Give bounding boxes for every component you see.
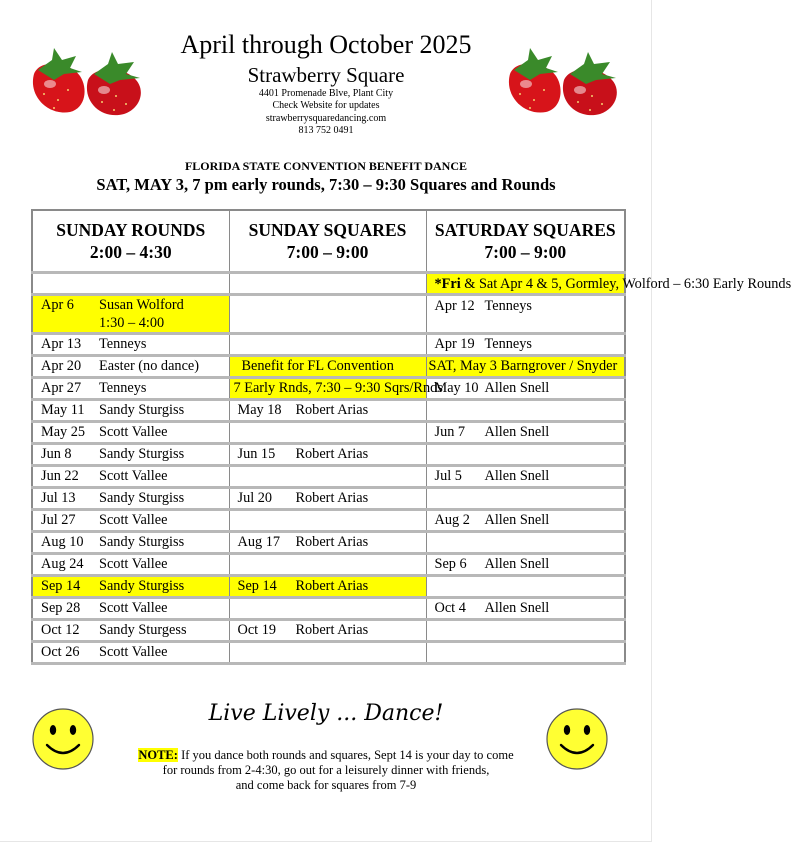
- caller: Allen Snell: [484, 556, 550, 572]
- table-cell: [32, 532, 229, 554]
- table-cell: [229, 532, 426, 554]
- table-row: [32, 554, 625, 576]
- table-cell: [32, 510, 229, 532]
- benefit-heading: FLORIDA STATE CONVENTION BENEFIT DANCE: [184, 159, 468, 173]
- caller: Scott Vallee: [99, 512, 168, 528]
- table-cell: [229, 295, 426, 334]
- col-time: 7:00 – 9:00: [286, 242, 369, 262]
- table-cell: [32, 334, 229, 356]
- date: Jul 20: [237, 490, 273, 506]
- website: strawberrysquaredancing.com: [265, 112, 387, 124]
- table-row: [32, 378, 625, 400]
- date: Aug 2: [434, 512, 470, 528]
- tagline: Live Lively ... Dance!: [208, 701, 444, 726]
- table-cell: [426, 488, 625, 510]
- address: 4401 Promenade Blve, Plant City: [258, 88, 394, 99]
- caller: Scott Vallee: [99, 556, 168, 572]
- col-time: 2:00 – 4:30: [89, 242, 172, 262]
- venue-name: Strawberry Square: [247, 63, 405, 87]
- table-cell: [32, 554, 229, 576]
- caller: Sandy Sturgiss: [99, 490, 185, 506]
- header-sunday-squares: [229, 210, 426, 273]
- convention-right: SAT, May 3 Barngrover / Snyder: [426, 356, 625, 378]
- date: Jul 13: [41, 490, 76, 506]
- caller: Scott Vallee: [99, 600, 168, 616]
- table-row: [32, 444, 625, 466]
- caller: Robert Arias: [295, 490, 369, 506]
- date: Oct 26: [41, 644, 80, 660]
- table-cell: [32, 444, 229, 466]
- caller: Robert Arias: [295, 534, 369, 550]
- date: Jun 8: [41, 446, 72, 462]
- caller: Easter (no dance): [99, 358, 200, 374]
- note-line-3: and come back for squares from 7-9: [235, 778, 417, 792]
- header-sunday-rounds: [32, 210, 229, 273]
- table-cell: [426, 510, 625, 532]
- caller: Robert Arias: [295, 446, 369, 462]
- date: Jun 22: [41, 468, 79, 484]
- time-note: 1:30 – 4:00: [99, 315, 165, 331]
- table-cell: [426, 576, 625, 598]
- table-cell: [426, 334, 625, 356]
- date: Apr 19: [434, 336, 475, 352]
- date: Sep 28: [41, 600, 81, 616]
- caller: Allen Snell: [484, 512, 550, 528]
- table-cell: [426, 598, 625, 620]
- date: May 25: [41, 424, 86, 440]
- table-row: [32, 642, 625, 664]
- table-cell: [32, 356, 229, 378]
- table-row: [32, 334, 625, 356]
- table-cell: [229, 554, 426, 576]
- convention-sub: 7 Early Rnds, 7:30 – 9:30 Sqrs/Rnds: [229, 378, 426, 400]
- table-cell: [229, 576, 426, 598]
- caller: Scott Vallee: [99, 468, 168, 484]
- table-cell: [32, 295, 229, 334]
- date: Apr 12: [434, 298, 475, 314]
- table-cell: [229, 488, 426, 510]
- col-name: SUNDAY SQUARES: [248, 220, 407, 240]
- date: Sep 6: [434, 556, 467, 572]
- date: May 18: [237, 402, 282, 418]
- fri-text: & Sat Apr 4 & 5, Gormley, Wolford – 6:30 Early Rounds: [460, 275, 791, 292]
- table-cell: [426, 466, 625, 488]
- caller: Sandy Sturgiss: [99, 446, 185, 462]
- caller: Sandy Sturgess: [99, 622, 187, 638]
- table-cell: [229, 334, 426, 356]
- table-cell: [32, 620, 229, 642]
- page-title: April through October 2025: [180, 30, 472, 59]
- table-cell: [426, 532, 625, 554]
- date: Aug 24: [41, 556, 84, 572]
- table-row: [32, 273, 625, 295]
- check-website: Check Website for updates: [272, 100, 380, 112]
- date: Jul 27: [41, 512, 76, 528]
- table-cell: [32, 422, 229, 444]
- table-cell: [426, 295, 625, 334]
- table-cell: [426, 400, 625, 422]
- date: Sep 14: [237, 578, 277, 594]
- table-cell: [229, 422, 426, 444]
- table-cell: [32, 642, 229, 664]
- date: Aug 10: [41, 534, 84, 550]
- table-cell: [426, 422, 625, 444]
- caller: Allen Snell: [484, 380, 550, 396]
- caller: Allen Snell: [484, 424, 550, 440]
- note-label: NOTE:: [138, 748, 178, 762]
- col-name: SUNDAY ROUNDS: [56, 220, 206, 240]
- caller: Scott Vallee: [99, 424, 168, 440]
- date: Oct 12: [41, 622, 80, 638]
- table-cell: [32, 598, 229, 620]
- table-cell: [426, 378, 625, 400]
- table-cell: [32, 378, 229, 400]
- note-text: If you dance both rounds and squares, Sept 14 is your day to come: [177, 748, 514, 762]
- date: May 11: [41, 402, 85, 418]
- caller: Tenneys: [484, 298, 532, 314]
- caller: Robert Arias: [295, 402, 369, 418]
- convention-left: Benefit for FL Convention: [229, 356, 426, 378]
- caller: Tenneys: [99, 380, 147, 396]
- table-cell: [229, 598, 426, 620]
- col-time: 7:00 – 9:00: [484, 242, 567, 262]
- table-row: [32, 295, 625, 334]
- date: Oct 19: [237, 622, 277, 638]
- table-cell: [32, 466, 229, 488]
- note-line-2: for rounds from 2-4:30, go out for a leisurely dinner with friends,: [162, 763, 490, 777]
- caller: Susan Wolford: [99, 297, 184, 313]
- table-row: [32, 466, 625, 488]
- footer-note: [0, 748, 652, 793]
- fri-sat-note: [426, 273, 791, 295]
- table-cell: [426, 642, 625, 664]
- table-cell: [229, 400, 426, 422]
- table-cell: [426, 444, 625, 466]
- caller: Tenneys: [484, 336, 532, 352]
- date: Aug 17: [237, 534, 280, 550]
- table-cell: [32, 576, 229, 598]
- date: Oct 4: [434, 600, 466, 616]
- header-saturday-squares: [426, 210, 625, 273]
- date: Apr 6: [41, 297, 74, 313]
- caller: Sandy Sturgiss: [99, 578, 185, 594]
- date: Apr 13: [41, 336, 82, 352]
- caller: Scott Vallee: [99, 644, 168, 660]
- caller: Sandy Sturgiss: [99, 534, 185, 550]
- caller: Robert Arias: [295, 578, 369, 594]
- fri-lead: *Fri: [434, 275, 461, 292]
- table-header-row: [32, 210, 625, 273]
- date: May 10: [434, 380, 479, 396]
- date: Jun 7: [434, 424, 466, 440]
- table-cell: [229, 510, 426, 532]
- date: Apr 27: [41, 380, 82, 396]
- table-cell: [229, 620, 426, 642]
- caller: Robert Arias: [295, 622, 369, 638]
- table-cell: [229, 642, 426, 664]
- table-row: [32, 488, 625, 510]
- table-cell: [32, 400, 229, 422]
- phone: 813 752 0491: [298, 124, 354, 136]
- table-cell: [426, 554, 625, 576]
- date: Jul 5: [434, 468, 462, 484]
- table-row: [32, 620, 625, 642]
- table-row: [32, 400, 625, 422]
- caller: Allen Snell: [484, 468, 550, 484]
- schedule-table: [31, 209, 791, 665]
- date: Apr 20: [41, 358, 82, 374]
- table-row: [32, 422, 625, 444]
- table-row: [32, 532, 625, 554]
- table-cell: [426, 620, 625, 642]
- table-cell: [229, 444, 426, 466]
- table-row: [32, 356, 625, 378]
- col-name: SATURDAY SQUARES: [434, 220, 616, 240]
- table-row: [32, 598, 625, 620]
- caller: Allen Snell: [484, 600, 550, 616]
- table-cell: [32, 488, 229, 510]
- caller: Sandy Sturgiss: [99, 402, 185, 418]
- table-cell: [229, 273, 426, 295]
- table-row: [32, 576, 625, 598]
- date: Sep 14: [41, 578, 81, 594]
- benefit-detail: SAT, MAY 3, 7 pm early rounds, 7:30 – 9:30 Squares and Rounds: [96, 175, 556, 194]
- table-row: [32, 510, 625, 532]
- table-cell: [32, 273, 229, 295]
- date: Jun 15: [237, 446, 276, 462]
- caller: Tenneys: [99, 336, 147, 352]
- note-line-1: [0, 748, 652, 763]
- contact-block: [0, 88, 652, 137]
- table-cell: [229, 466, 426, 488]
